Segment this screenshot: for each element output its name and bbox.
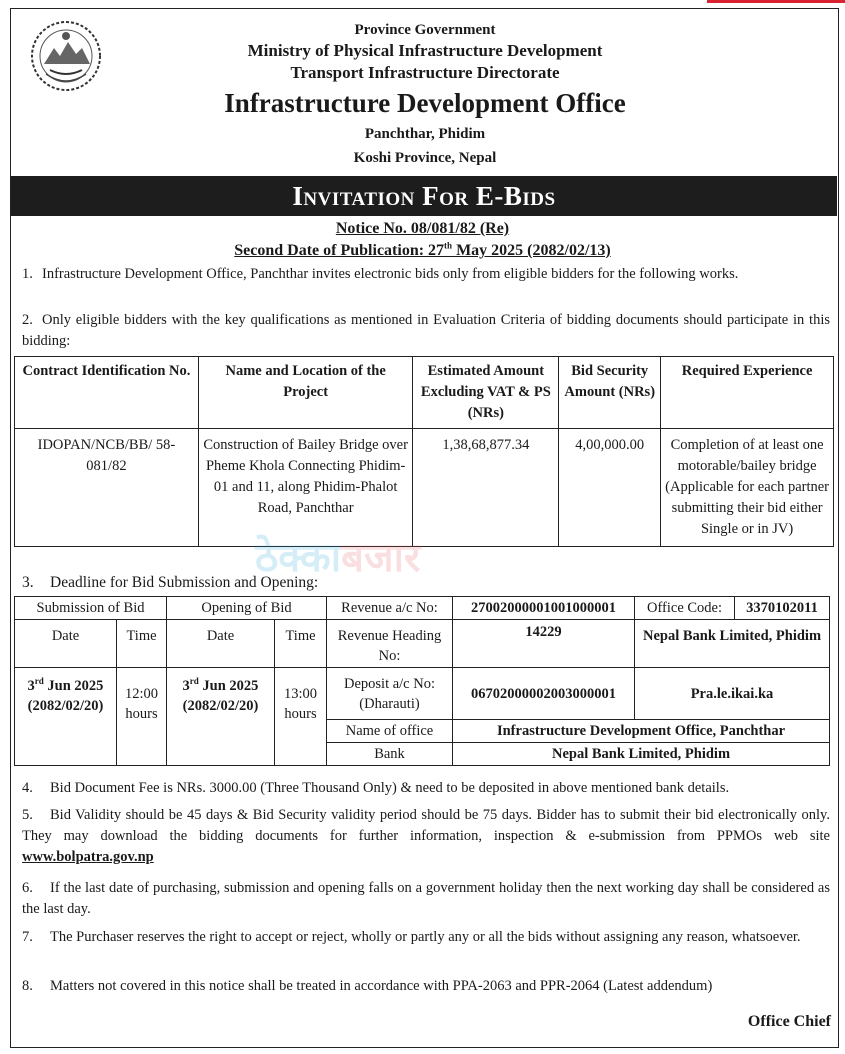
deadline-table — [14, 596, 830, 766]
office-code-value: 3370102011 — [746, 600, 818, 616]
office-location: Panchthar, Phidim — [364, 126, 486, 142]
estimated-amount: 1,38,68,877.34 — [413, 429, 559, 547]
opening-of-bid-label: Opening of Bid — [167, 597, 327, 620]
paragraph-number: 4. — [22, 780, 33, 796]
paragraph-number: 5. — [22, 807, 33, 823]
deposit-ac-value: 06702000002003000001 — [453, 668, 635, 720]
opening-date-sup: rd — [189, 676, 199, 687]
paragraph-text: Only eligible bidders with the key qualifications as mentioned in Evaluation Criteria of bidding documents should participate in this bidding: — [22, 312, 830, 349]
revenue-ac-label: Revenue a/c No: — [327, 597, 453, 620]
office-name: Infrastructure Development Office — [224, 88, 626, 118]
paragraph-text: Bid Document Fee is NRs. 3000.00 (Three Thousand Only) & need to be deposited in above mentioned bank details. — [50, 780, 730, 796]
paragraph-text: Infrastructure Development Office, Panchthar invites electronic bids only from eligible bidders for the following works. — [42, 266, 739, 282]
paragraph-1 — [22, 264, 830, 285]
bank-label: Bank — [327, 743, 453, 766]
notice-number: Notice No. 08/081/82 (Re) — [335, 220, 510, 237]
opening-date-rest: Jun 2025 — [198, 678, 259, 694]
paragraph-number: 2. — [22, 312, 33, 328]
opening-date-label: Date — [167, 620, 275, 668]
bank-name-top: Nepal Bank Limited, Phidim — [635, 620, 830, 668]
paragraph-number: 3. — [22, 574, 34, 591]
submission-date-day: 3 — [27, 678, 35, 694]
directorate-name: Transport Infrastructure Directorate — [290, 63, 560, 82]
submission-date-label: Date — [15, 620, 117, 668]
header-bid-security: Bid Security Amount (NRs) — [559, 357, 661, 429]
paragraph-6 — [22, 878, 830, 920]
letterhead — [120, 20, 730, 168]
submission-time: 12:00 hours — [117, 668, 167, 766]
bolpatra-link[interactable]: www.bolpatra.gov.np — [22, 849, 154, 865]
opening-date-bs: (2082/02/20) — [182, 698, 259, 714]
paragraph-5 — [22, 805, 830, 868]
submission-date-sup: rd — [34, 676, 44, 687]
paragraph-3 — [22, 572, 830, 593]
office-code-cell — [635, 597, 830, 620]
opening-date — [167, 668, 275, 766]
header-estimated-amount: Estimated Amount Excluding VAT & PS (NRs) — [413, 357, 559, 429]
publication-date-suffix: May 2025 (2082/02/13) — [452, 242, 611, 259]
paragraph-text: If the last date of purchasing, submission and opening falls on a government holiday then the next working day shall be considered as the last day. — [22, 880, 830, 917]
revenue-heading-label: Revenue Heading No: — [327, 620, 453, 668]
office-name-label: Name of office — [327, 720, 453, 743]
office-province: Koshi Province, Nepal — [353, 150, 497, 166]
revenue-heading-value: 14229 — [453, 620, 635, 668]
invitation-banner: Invitation For E-Bids — [11, 176, 837, 216]
works-table-header — [15, 357, 834, 429]
opening-date-day: 3 — [182, 678, 190, 694]
bank-value: Nepal Bank Limited, Phidim — [453, 743, 830, 766]
ministry-name: Ministry of Physical Infrastructure Development — [247, 41, 603, 60]
watermark-part-1: ठेक्का — [255, 535, 342, 581]
paragraph-number: 8. — [22, 978, 33, 994]
office-name-value: Infrastructure Development Office, Panchthar — [453, 720, 830, 743]
publication-date — [0, 242, 845, 260]
submission-of-bid-label: Submission of Bid — [15, 597, 167, 620]
watermark-part-2: बजार — [341, 535, 421, 581]
submission-date-bs: (2082/02/20) — [27, 698, 104, 714]
publication-date-prefix: Second Date of Publication: 27 — [234, 242, 445, 259]
bid-security-amount: 4,00,000.00 — [559, 429, 661, 547]
opening-time-label: Time — [275, 620, 327, 668]
paragraph-2 — [22, 310, 830, 352]
paragraph-text: The Purchaser reserves the right to accept or reject, wholly or partly any or all the bids without assigning any reason, whatsoever. — [50, 929, 801, 945]
province-government: Province Government — [354, 22, 496, 38]
header-contract-id: Contract Identification No. — [15, 357, 199, 429]
paragraph-4 — [22, 778, 830, 799]
works-table — [14, 356, 834, 547]
top-red-strip — [707, 0, 845, 3]
submission-date-rest: Jun 2025 — [43, 678, 104, 694]
required-experience: Completion of at least one motorable/bailey bridge (Applicable for each partner submitting their bid either Single or in JV) — [661, 429, 834, 547]
paragraph-number: 1. — [22, 266, 33, 282]
paragraph-8 — [22, 976, 830, 997]
paragraph-number: 6. — [22, 880, 33, 896]
deposit-ac-label: Deposit a/c No: (Dharauti) — [327, 668, 453, 720]
project-name: Construction of Bailey Bridge over Pheme Khola Connecting Phidim-01 and 11, along Phidim-Phalot Road, Panchthar — [198, 429, 413, 547]
paragraph-number: 7. — [22, 929, 33, 945]
paragraph-text: Bid Validity should be 45 days & Bid Security validity period should be 75 days. Bidder has to submit their bid electronically only. They may download the bidding documents for further information, inspection & e-submission from PPMOs web site — [22, 807, 830, 844]
paragraph-text: Deadline for Bid Submission and Opening: — [50, 574, 319, 591]
paragraph-text: Matters not covered in this notice shall be treated in accordance with PPA-2063 and PPR-2064 (Latest addendum) — [50, 978, 713, 994]
contract-id: IDOPAN/NCB/BB/ 58-081/82 — [15, 429, 199, 547]
office-code-label: Office Code: — [635, 597, 735, 619]
publication-date-sup: th — [444, 240, 453, 251]
submission-time-label: Time — [117, 620, 167, 668]
deposit-code: Pra.le.ikai.ka — [635, 668, 830, 720]
header-project: Name and Location of the Project — [198, 357, 413, 429]
table-row — [15, 429, 834, 547]
opening-time: 13:00 hours — [275, 668, 327, 766]
header-experience: Required Experience — [661, 357, 834, 429]
paragraph-7 — [22, 927, 830, 948]
submission-date — [15, 668, 117, 766]
government-emblem-icon — [28, 18, 104, 94]
signature-office-chief: Office Chief — [747, 1013, 831, 1030]
revenue-ac-value: 27002000001001000001 — [453, 597, 635, 620]
